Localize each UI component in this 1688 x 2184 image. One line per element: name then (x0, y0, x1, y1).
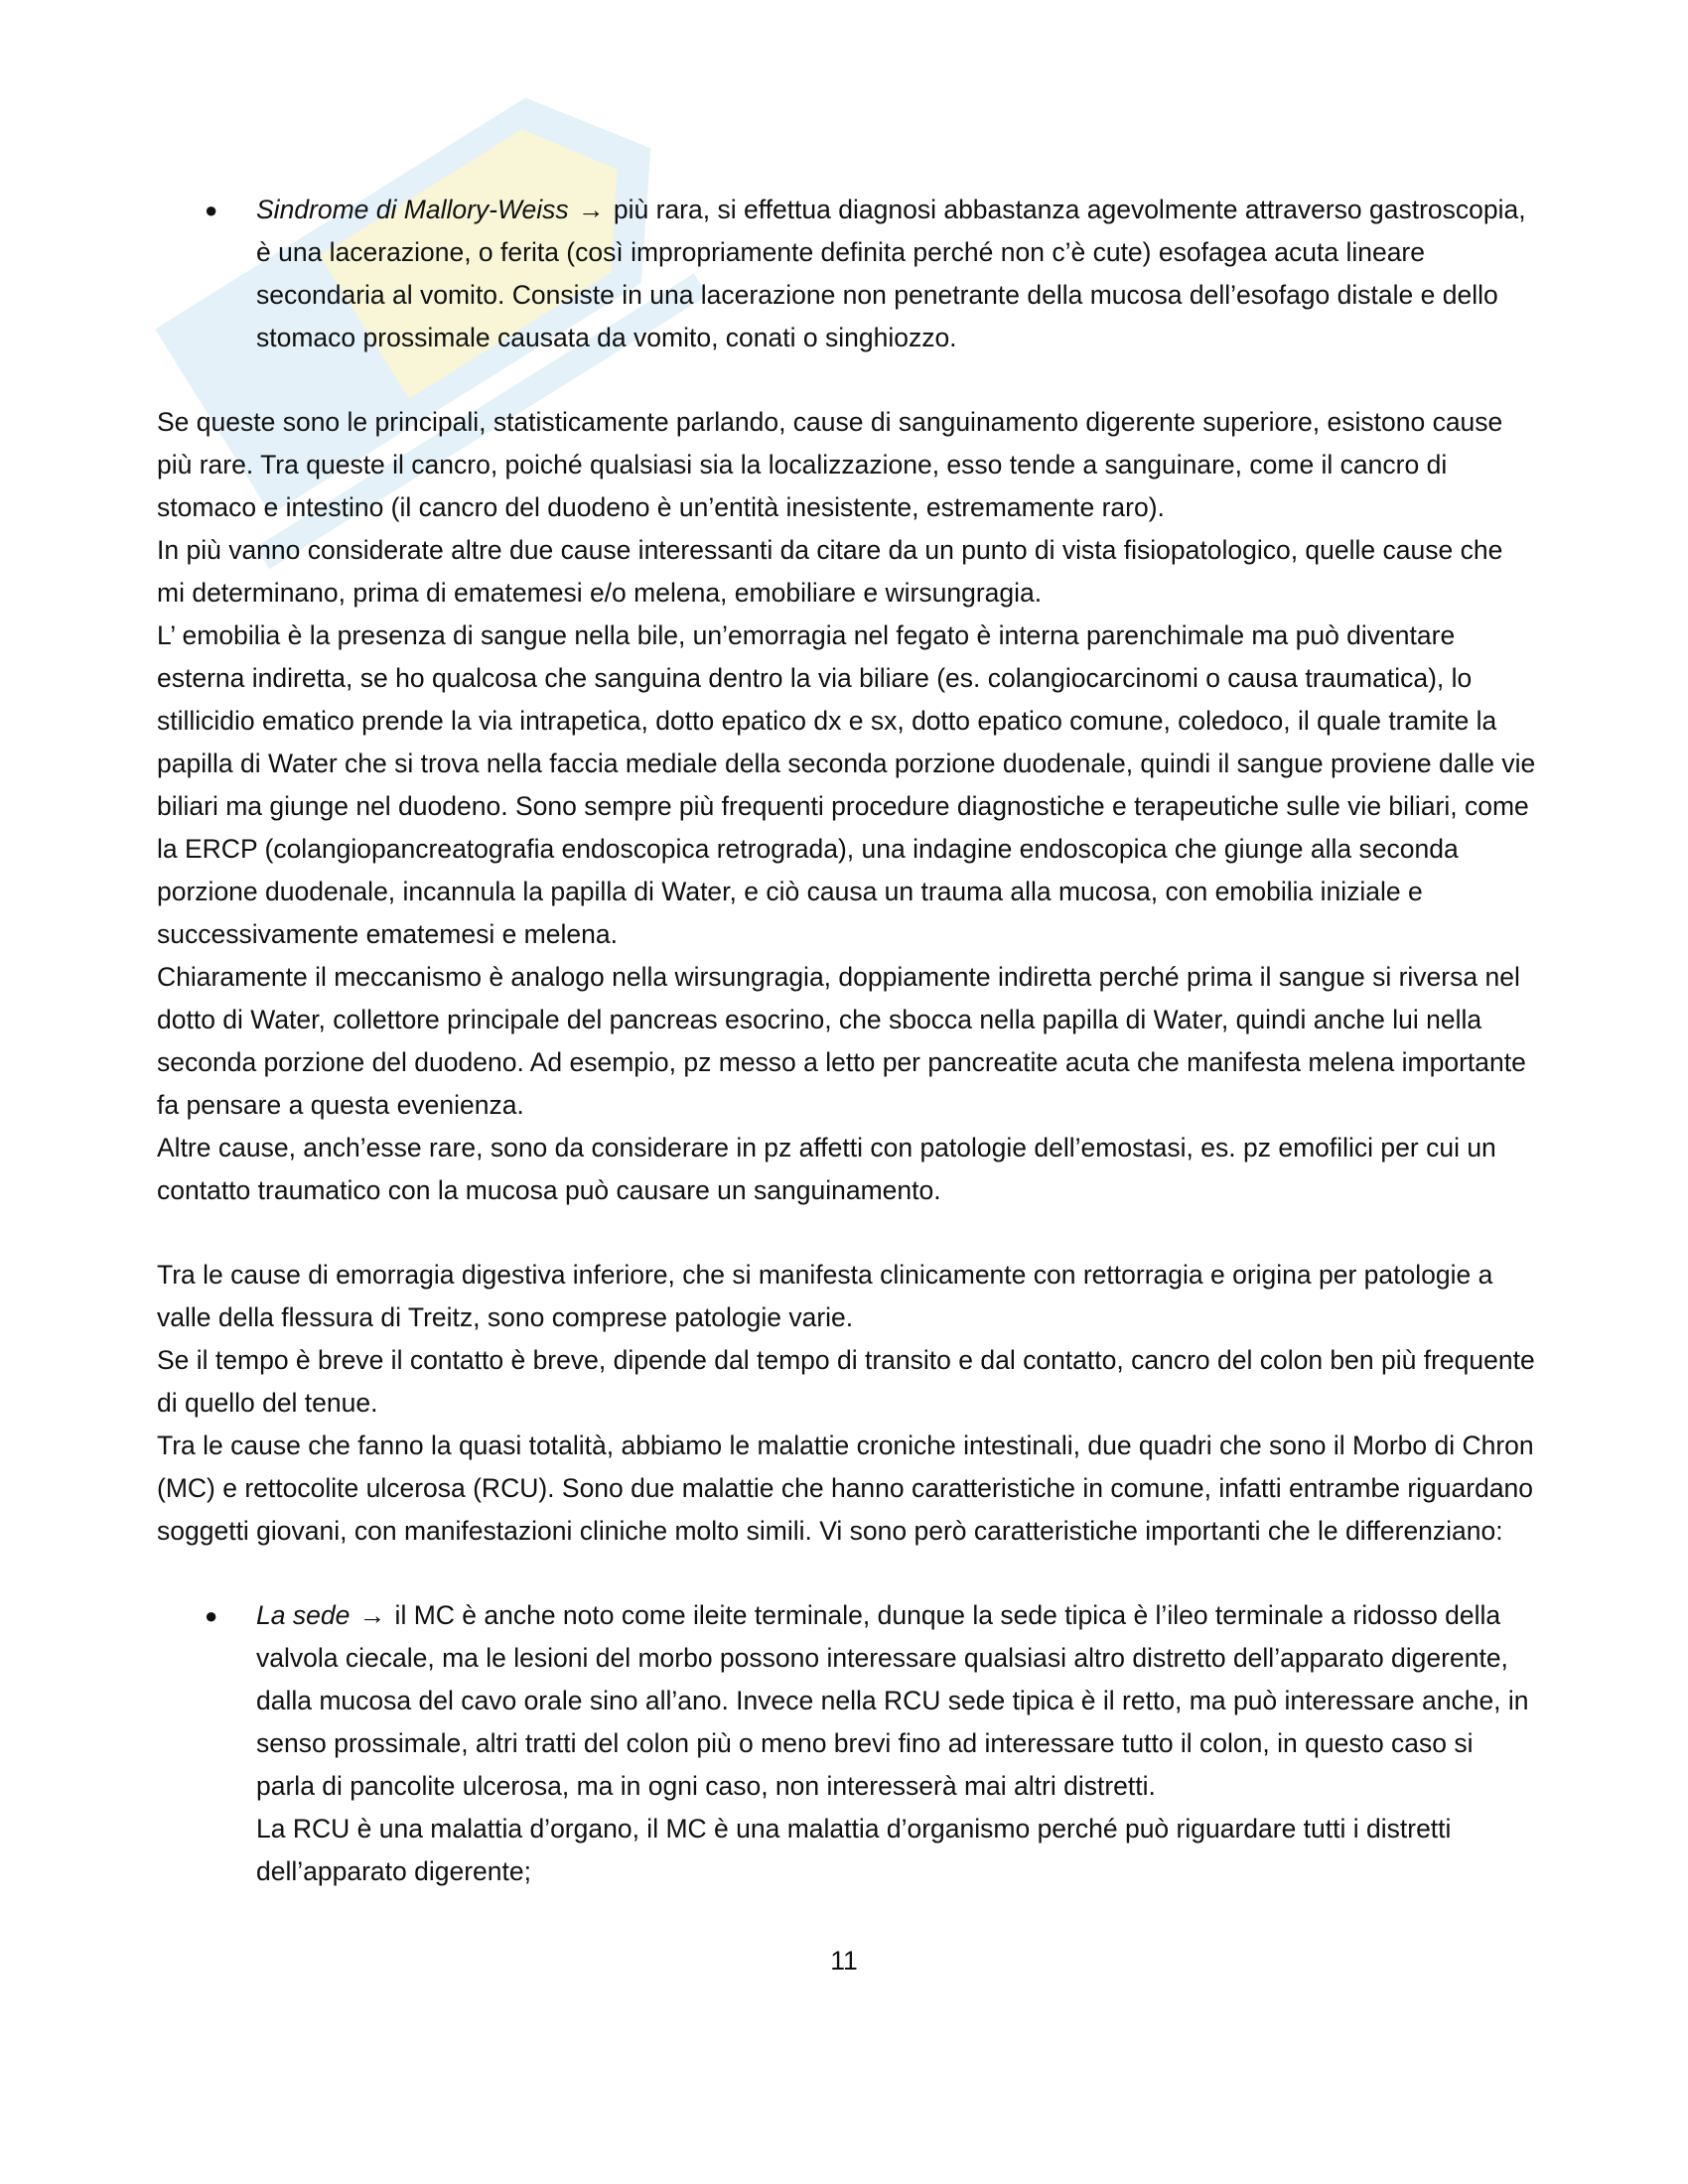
paragraph: Tra le cause di emorragia digestiva inferiore, che si manifesta clinicamente con rettorragia e origina per patologie a valle della flessura di Treitz, sono comprese patologie varie. (157, 1260, 1493, 1332)
bullet-text: il MC è anche noto come ileite terminale, dunque la sede tipica è l’ileo terminale a ridosso della valvola ciecale, ma le lesioni del morbo possono interessare qualsiasi altro distretto dell’apparato digerente, dalla mucosa del cavo orale sino all’ano. Invece nella RCU sede tipica è il retto, ma può interessare anche, in senso prossimale, altri tratti del colon più o meno brevi fino ad interessare tutto il colon, in questo caso si parla di pancolite ulcerosa, ma in ogni caso, non interesserà mai altri distretti. (256, 1600, 1529, 1801)
paragraph: Tra le cause che fanno la quasi totalità, abbiamo le malattie croniche intestinali, due quadri che sono il Morbo di Chron (MC) e rettocolite ulcerosa (RCU). Sono due malattie che hanno caratteristiche in comune, infatti entrambe riguardano soggetti giovani, con manifestazioni cliniche molto simili. Vi sono però caratteristiche importanti che le differenziano: (157, 1431, 1534, 1546)
paragraph: Se queste sono le principali, statisticamente parlando, cause di sanguinamento digerente superiore, esistono cause più rare. Tra queste il cancro, poiché qualsiasi sia la localizzazione, esso tende a sanguinare, come il cancro di stomaco e intestino (il cancro del duodeno è un’entità inesistente, estremamente raro). (157, 407, 1503, 522)
bullet-item-la-sede (157, 1594, 1537, 1893)
bullet-text: più rara, si effettua diagnosi abbastanza agevolmente attraverso gastroscopia, è una lacerazione, o ferita (così impropriamente definita perché non c’è cute) esofagea acuta lineare secondaria al vomito. Consiste in una lacerazione non penetrante della mucosa dell’esofago distale e dello stomaco prossimale causata da vomito, conati o singhiozzo. (256, 195, 1526, 352)
paragraph: Chiaramente il meccanismo è analogo nella wirsungragia, doppiamente indiretta perché prima il sangue si riversa nel dotto di Water, collettore principale del pancreas esocrino, che sbocca nella papilla di Water, quindi anche lui nella seconda porzione del duodeno. Ad esempio, pz messo a letto per pancreatite acuta che manifesta melena importante fa pensare a questa evenienza. (157, 962, 1526, 1120)
paragraph: In più vanno considerate altre due cause interessanti da citare da un punto di vista fisiopatologico, quelle cause che mi determinano, prima di ematemesi e/o melena, emobiliare e wirsungragia. (157, 535, 1503, 608)
bullet-list-top (157, 189, 1537, 359)
page-number: 11 (830, 1946, 858, 1976)
bullet-item-mallory-weiss (157, 189, 1537, 359)
page-content (157, 189, 1537, 1935)
bullet-list-bottom (157, 1594, 1537, 1893)
arrow-right-icon: → (358, 1600, 386, 1630)
bullet-term: La sede (256, 1600, 351, 1630)
paragraph: Altre cause, anch’esse rare, sono da considerare in pz affetti con patologie dell’emostasi, es. pz emofilici per cui un contatto traumatico con la mucosa può causare un sanguinamento. (157, 1133, 1496, 1205)
paragraph-block-lower-bleeding (157, 1254, 1537, 1553)
paragraph-block-upper-bleeding (157, 401, 1537, 1212)
paragraph: L’ emobilia è la presenza di sangue nella bile, un’emorragia nel fegato è interna parenchimale ma può diventare esterna indiretta, se ho qualcosa che sanguina dentro la via biliare (es. colangiocarcinomi o causa traumatica), lo stillicidio ematico prende la via intrapetica, dotto epatico dx e sx, dotto epatico comune, coledoco, il quale tramite la papilla di Water che si trova nella faccia mediale della seconda porzione duodenale, quindi il sangue proviene dalle vie biliari ma giunge nel duodeno. Sono sempre più frequenti procedure diagnostiche e terapeutiche sulle vie biliari, come la ERCP (colangiopancreatografia endoscopica retrograda), una indagine endoscopica che giunge alla seconda porzione duodenale, incannula la papilla di Water, e ciò causa un trauma alla mucosa, con emobilia iniziale e successivamente ematemesi e melena. (157, 620, 1536, 949)
arrow-right-icon: → (578, 195, 605, 224)
bullet-icon: ● (205, 198, 218, 222)
bullet-term: Sindrome di Mallory-Weiss (256, 195, 569, 224)
paragraph: Se il tempo è breve il contatto è breve, dipende dal tempo di transito e dal contatto, cancro del colon ben più frequente di quello del tenue. (157, 1345, 1535, 1418)
bullet-text-continued: La RCU è una malattia d’organo, il MC è una malattia d’organismo perché può riguardare tutti i distretti dell’apparato digerente; (256, 1814, 1452, 1886)
bullet-icon: ● (205, 1603, 218, 1628)
